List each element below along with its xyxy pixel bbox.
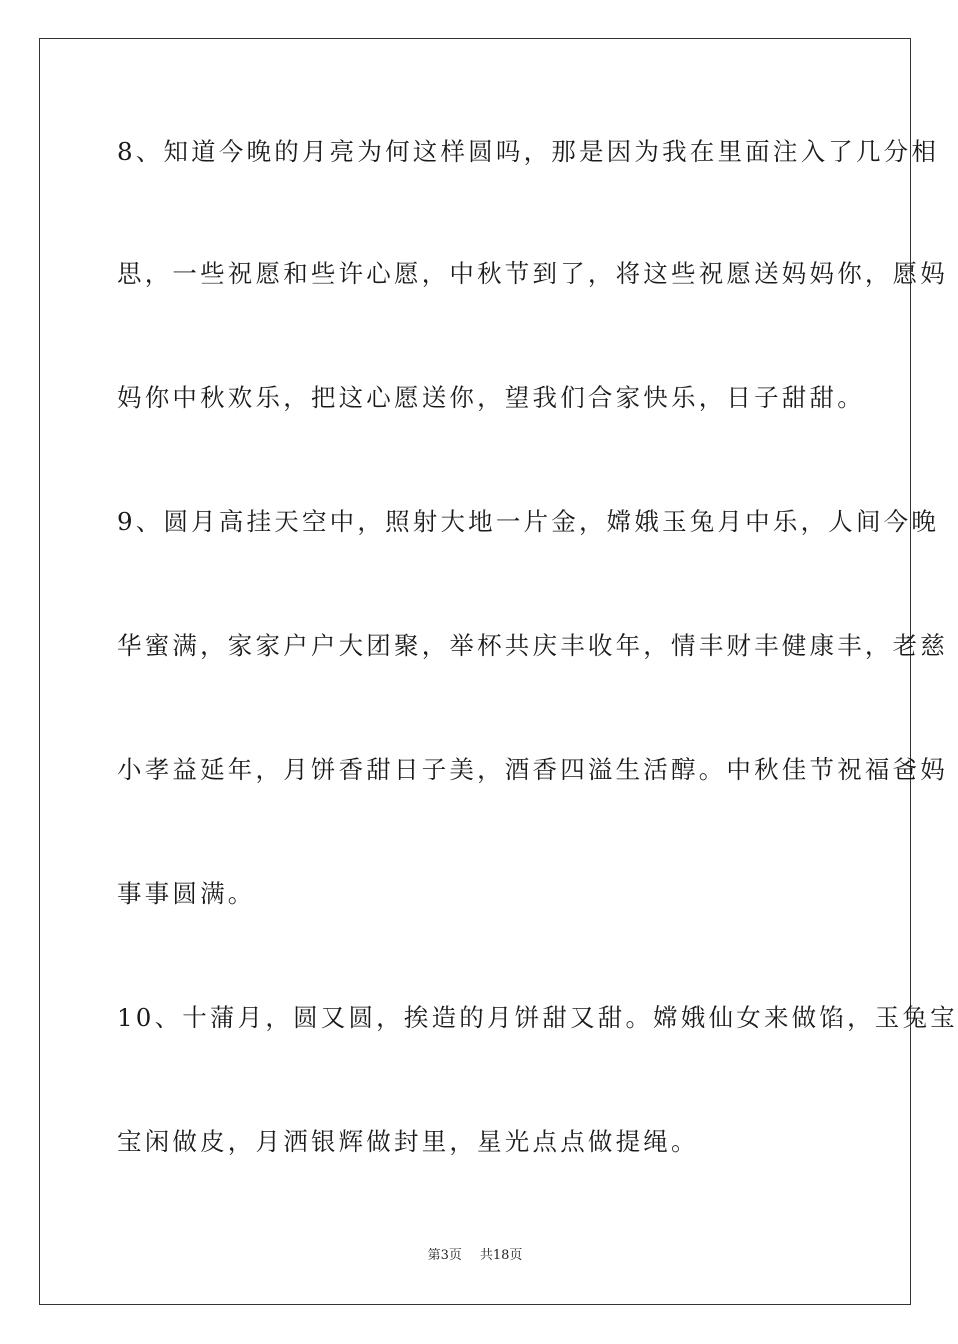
paragraph-line: 小孝益延年，月饼香甜日子美，酒香四溢生活醇。中秋佳节祝福爸妈 [117, 755, 948, 784]
paragraph-line: 9、圆月高挂天空中，照射大地一片金，嫦娥玉兔月中乐，人间今晚 [117, 507, 940, 536]
paragraph-line: 10、十蒲月，圆又圆，挨造的月饼甜又甜。嫦娥仙女来做馅，玉兔宝 [117, 1003, 958, 1032]
page-border [39, 38, 958, 1305]
page-footer [0, 1247, 950, 1265]
paragraph-line: 华蜜满，家家户户大团聚，举杯共庆丰收年，情丰财丰健康丰，老慈 [117, 631, 948, 660]
page-number: 第3页 [427, 1248, 462, 1263]
page-total: 共18页 [479, 1248, 523, 1263]
paragraph-line: 事事圆满。 [117, 879, 256, 908]
paragraph-line: 宝闲做皮，月洒银辉做封里，星光点点做提绳。 [117, 1127, 699, 1156]
paragraph-line: 妈你中秋欢乐，把这心愿送你，望我们合家快乐，日子甜甜。 [117, 383, 865, 412]
paragraph-line: 8、知道今晚的月亮为何这样圆吗，那是因为我在里面注入了几分相 [117, 137, 940, 166]
paragraph-line: 思，一些祝愿和些许心愿，中秋节到了，将这些祝愿送妈妈你，愿妈 [117, 259, 948, 288]
